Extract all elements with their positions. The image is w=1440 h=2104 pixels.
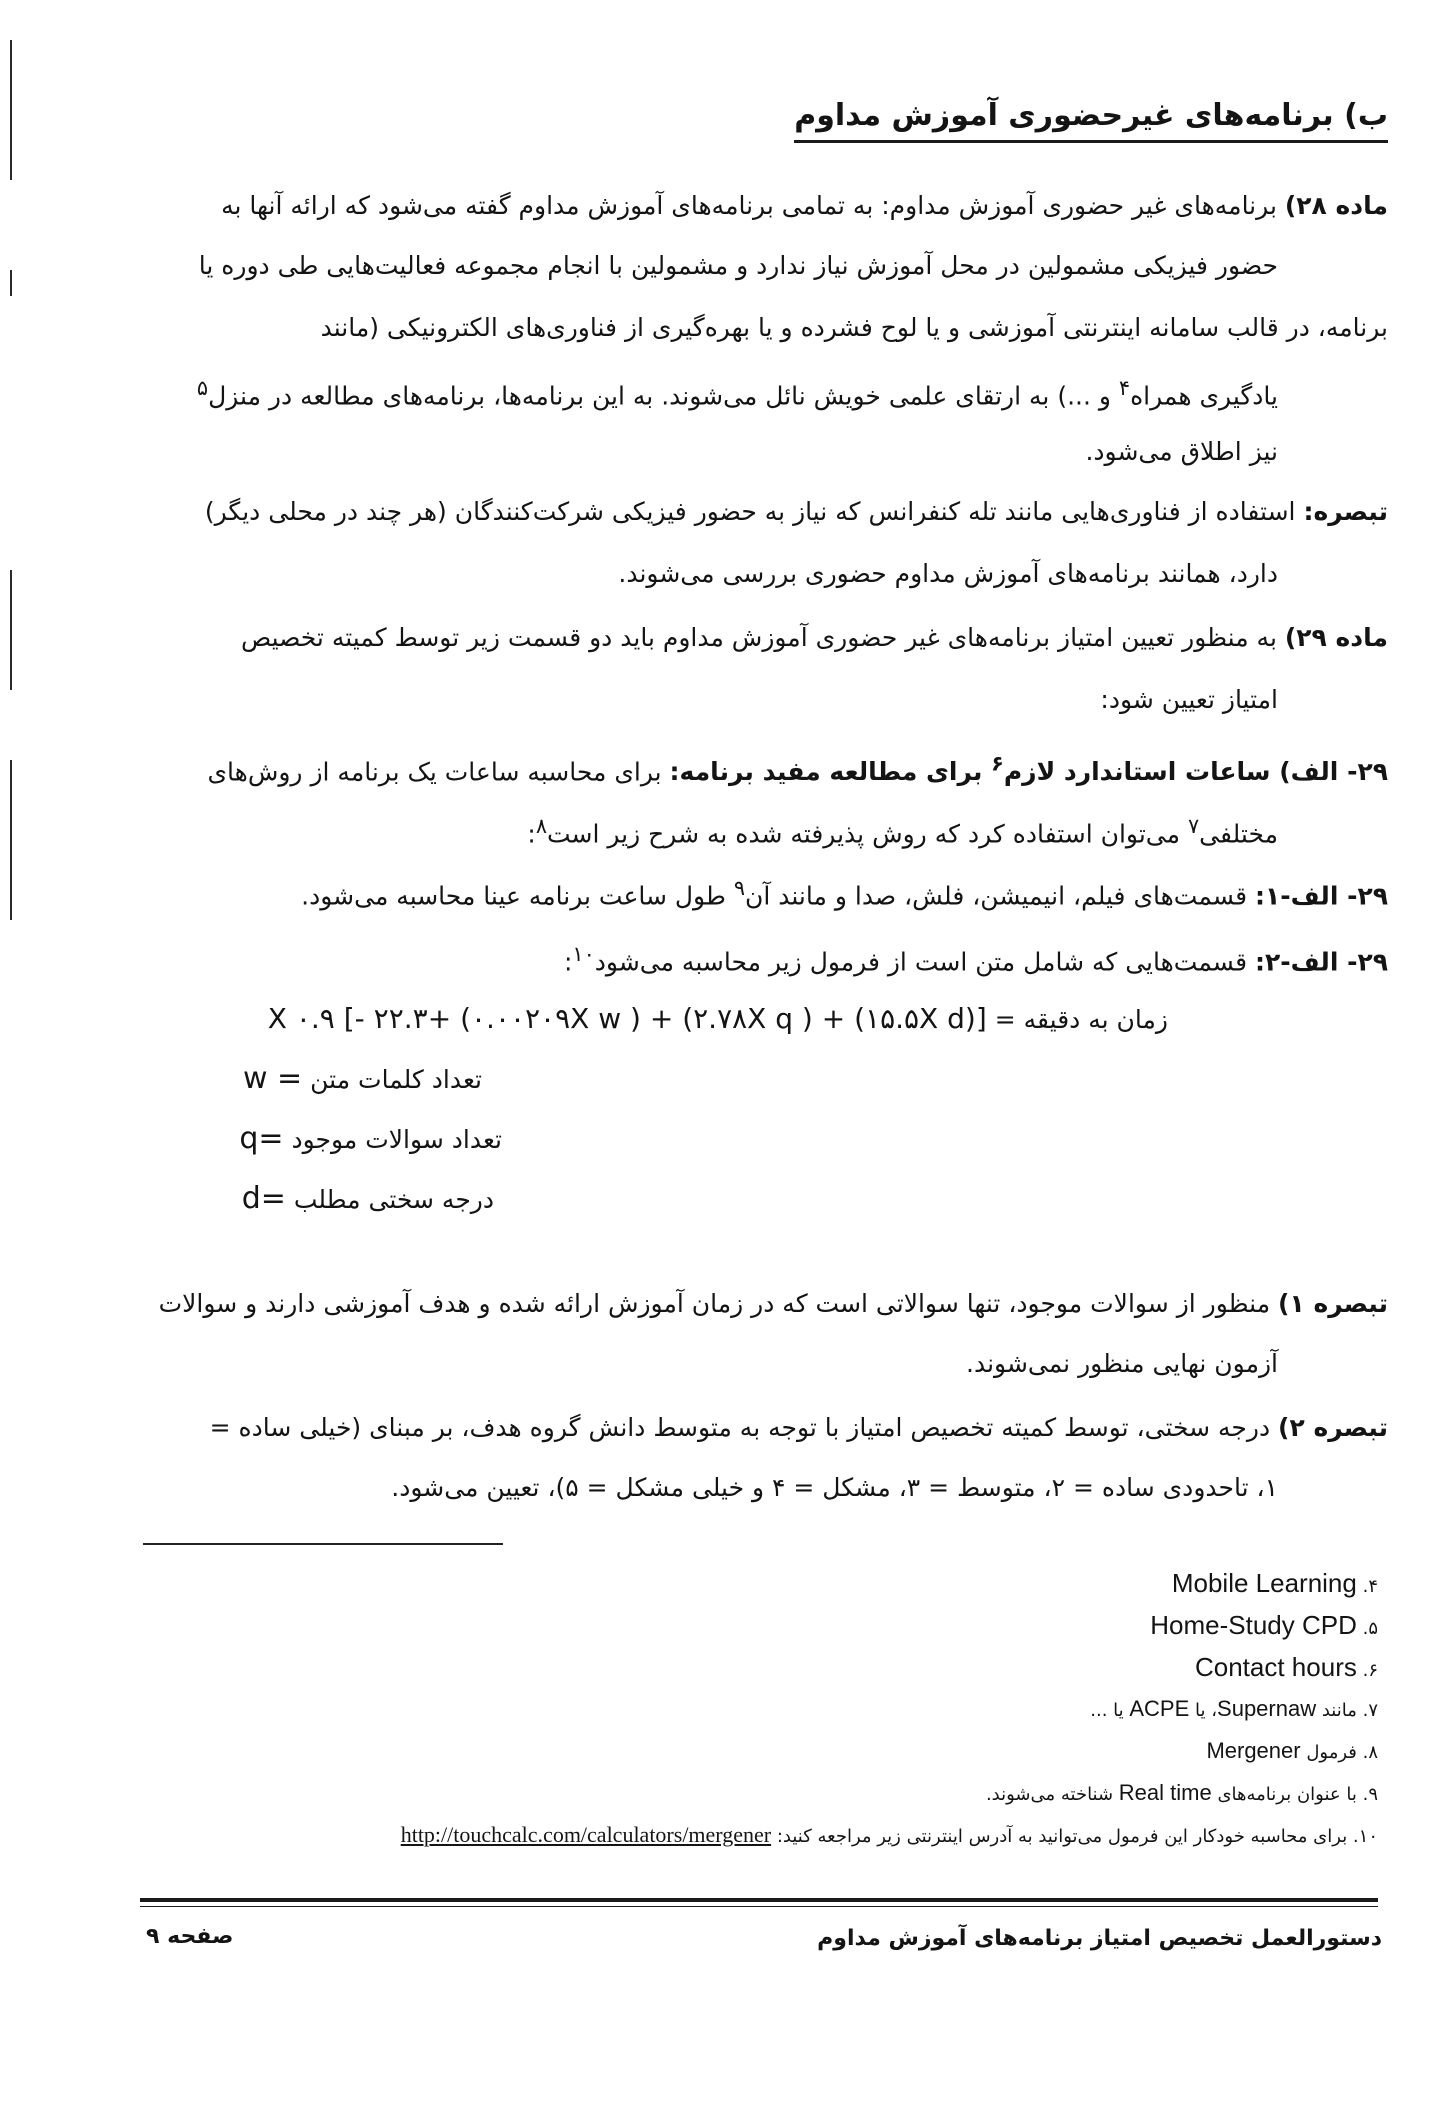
footnote-4: ۴. Mobile Learning — [1171, 1568, 1378, 1598]
note-line-2: دارد، همانند برنامه‌های آموزش مداوم حضوری بررسی می‌شوند. — [618, 559, 1278, 588]
article-28-line-3: برنامه، در قالب سامانه اینترنتی آموزشی و یا لوح فشرده و یا بهره‌گیری از فناوری‌های الکترونیکی (مانند — [320, 313, 1388, 342]
item-29a-label: ۲۹- الف) ساعات استاندارد لازم$^۶$ برای مطالعه مفید برنامه: — [669, 752, 1388, 787]
formula-d-definition — [242, 1178, 494, 1221]
article-28-line-2: حضور فیزیکی مشمولین در محل آموزش نیاز ندارد و مشمولین با انجام مجموعه فعالیت‌هایی طی دوره یا — [198, 251, 1278, 280]
footer-rule-thin — [140, 1906, 1378, 1907]
formula-rhs: [(۱۵.۵X d) + ( ۲.۷۸X q) + ( ۰.۰۰۲۰۹X w) +۲۲.۳ -] X ۰.۹ — [267, 1002, 987, 1035]
article-29-line-1: ماده ۲۹) به منظور تعیین امتیاز برنامه‌های غیر حضوری آموزش مداوم باید دو قسمت زیر توسط کمیته تخصیص — [240, 623, 1388, 652]
note-line-1: تبصره: استفاده از فناوری‌هایی مانند تله کنفرانس که نیاز به حضور فیزیکی شرکت‌کنندگان (هر چند در محلی دیگر) — [204, 497, 1388, 526]
item-29a-line-1: ۲۹- الف) ساعات استاندارد لازم$^۶$ برای مطالعه مفید برنامه: برای محاسبه ساعات یک برنامه از روش‌های — [207, 752, 1388, 787]
note-2-line-2: ۱، تاحدودی ساده = ۲، متوسط = ۳، مشکل = ۴ و خیلی مشکل = ۵)، تعیین می‌شود. — [391, 1473, 1278, 1502]
formula-lhs: زمان به دقیقه = — [994, 1005, 1168, 1034]
note-1-label: تبصره ۱) — [1278, 1289, 1388, 1318]
formula-w-definition — [243, 1058, 482, 1101]
w-symbol: = w — [242, 1061, 303, 1096]
d-label: درجه سختی مطلب — [293, 1185, 494, 1214]
item-29a1: ۲۹- الف-۱: قسمت‌های فیلم، انیمیشن، فلش، صدا و مانند آن$^۹$ طول ساعت برنامه عینا محاسبه می‌شود. — [301, 876, 1388, 911]
article-28-label: ماده ۲۸) — [1284, 191, 1388, 220]
note-2-label: تبصره ۲) — [1278, 1413, 1388, 1442]
q-label: تعداد سوالات موجود — [291, 1125, 502, 1154]
footer-title: دستورالعمل تخصیص امتیاز برنامه‌های آموزش مداوم — [817, 1926, 1382, 1951]
footnote-5: ۵. Home-Study CPD — [1150, 1610, 1378, 1640]
item-29a2-label: ۲۹- الف-۲: — [1255, 947, 1388, 977]
note-label: تبصره: — [1303, 497, 1388, 526]
footnote-10: ۱۰. برای محاسبه خودکار این فرمول می‌توانید به آدرس اینترنتی زیر مراجعه کنید: http://touchcalc.com/calculators/mergener — [400, 1822, 1378, 1847]
footnote-7: ۷. مانند Supernaw، یا ACPE یا ... — [1090, 1696, 1378, 1721]
article-29-label: ماده ۲۹) — [1284, 623, 1388, 652]
mergener-calculator-link[interactable]: http://touchcalc.com/calculators/mergener — [400, 1822, 772, 1847]
note-1-line-2: آزمون نهایی منظور نمی‌شوند. — [966, 1349, 1278, 1378]
q-symbol: =q — [239, 1121, 284, 1156]
w-label: تعداد کلمات متن — [310, 1065, 482, 1094]
footnote-8: ۸. فرمول Mergener — [1206, 1738, 1378, 1763]
article-28-line-5: نیز اطلاق می‌شود. — [1085, 437, 1278, 466]
d-symbol: =d — [241, 1181, 286, 1216]
formula-line — [268, 998, 1168, 1041]
note-1-line-1: تبصره ۱) منظور از سوالات موجود، تنها سوالاتی است که در زمان آموزش ارائه شده و هدف آموزشی دارند و سوالات — [158, 1289, 1388, 1318]
page-number: صفحه ۹ — [146, 1924, 234, 1949]
article-29-line-2: امتیاز تعیین شود: — [1100, 685, 1278, 714]
footnote-9: ۹. با عنوان برنامه‌های Real time شناخته می‌شوند. — [985, 1780, 1378, 1805]
formula-q-definition — [239, 1118, 502, 1161]
item-29a1-label: ۲۹- الف-۱: — [1255, 881, 1388, 911]
item-29a-line-2: مختلفی$^۷$ می‌توان استفاده کرد که روش پذیرفته شده به شرح زیر است$^۸$: — [527, 814, 1278, 849]
article-28-line-4: یادگیری همراه$^۴$ و ...) به ارتقای علمی خویش نائل می‌شوند. به این برنامه‌ها، برنامه‌های مطالعه در منزل$^۵$ — [196, 376, 1278, 411]
item-29a2: ۲۹- الف-۲: قسمت‌هایی که شامل متن است از فرمول زیر محاسبه می‌شود$^{۱۰}$: — [563, 942, 1388, 977]
article-28-line-1: ماده ۲۸) برنامه‌های غیر حضوری آموزش مداوم: به تمامی برنامه‌های آموزش مداوم گفته می‌شود که ارائه آنها به — [221, 191, 1388, 220]
section-heading: ب) برنامه‌های غیرحضوری آموزش مداوم — [794, 94, 1388, 143]
note-2-line-1: تبصره ۲) درجه سختی، توسط کمیته تخصیص امتیاز با توجه به متوسط دانش گروه هدف، بر مبنای (خیلی ساده = — [209, 1413, 1388, 1442]
footnote-separator — [143, 1543, 503, 1545]
footer-rule — [140, 1898, 1378, 1902]
footnote-6: ۶. Contact hours — [1194, 1652, 1378, 1682]
